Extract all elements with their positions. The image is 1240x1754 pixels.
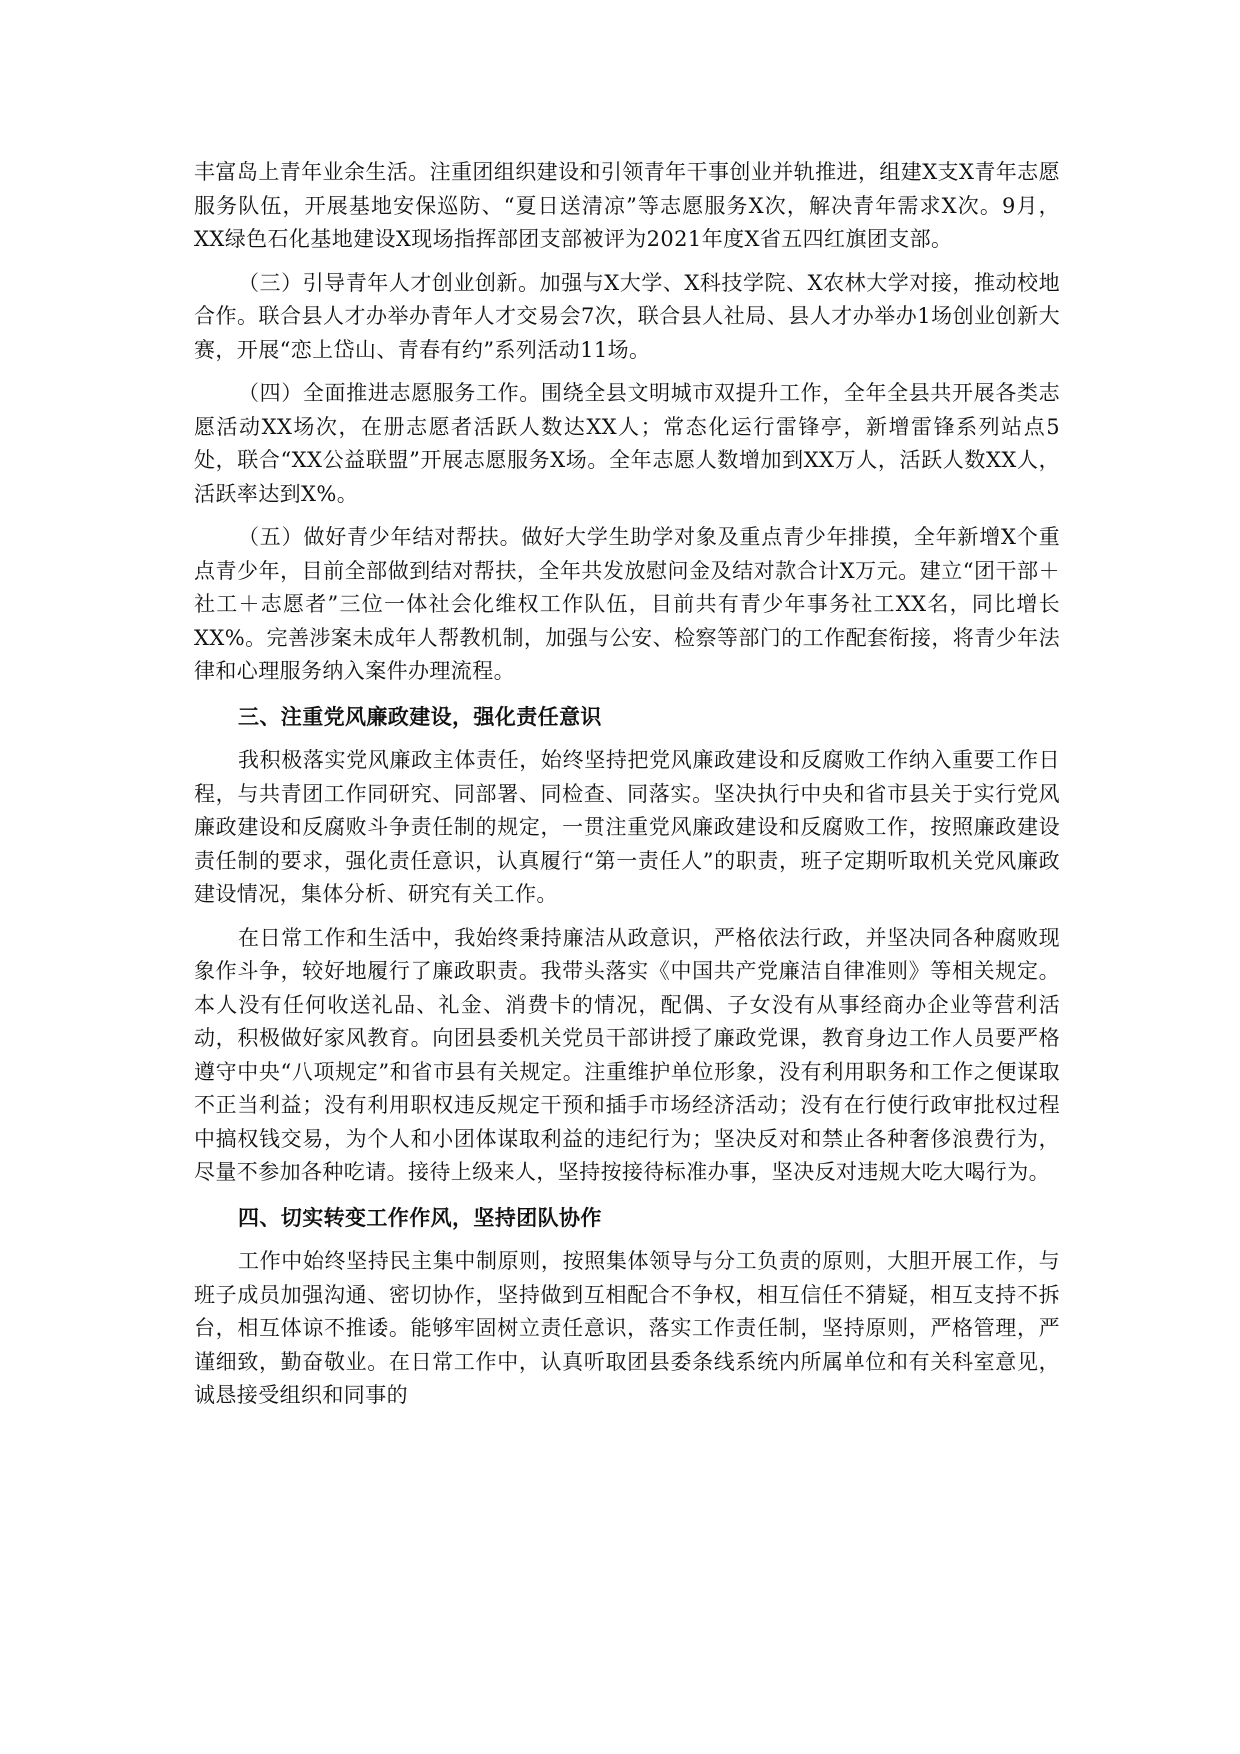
- paragraph-work-style: 工作中始终坚持民主集中制原则，按照集体领导与分工负责的原则，大胆开展工作，与班子成员加强沟通、密切协作，坚持做到互相配合不争权，相互信任不猜疑，相互支持不拆台，相互体谅不推诿。能够牢固树立责任意识，落实工作责任制，坚持原则，严格管理，严谨细致，勤奋敬业。在日常工作中，认真听取团县委条线系统内所属单位和有关科室意见，诚恳接受组织和同事的: [194, 1249, 1060, 1407]
- paragraph-volunteer-service: （四）全面推进志愿服务工作。围绕全县文明城市双提升工作，全年全县共开展各类志愿活动XX场次，在册志愿者活跃人数达XX人；常态化运行雷锋亭，新增雷锋系列站点5处，联合“XX公益联盟”开展志愿服务X场。全年志愿人数增加到XX万人，活跃人数XX人，活跃率达到X%。: [194, 381, 1060, 506]
- paragraph-continuation: 丰富岛上青年业余生活。注重团组织建设和引领青年干事创业并轨推进，组建X支X青年志愿服务队伍，开展基地安保巡防、“夏日送清凉”等志愿服务X次，解决青年需求X次。9月，XX绿色石化基地建设X现场指挥部团支部被评为2021年度X省五四红旗团支部。: [194, 160, 1060, 251]
- paragraph-integrity-responsibility: 我积极落实党风廉政主体责任，始终坚持把党风廉政建设和反腐败工作纳入重要工作日程，与共青团工作同研究、同部署、同检查、同落实。坚决执行中央和省市县关于实行党风廉政建设和反腐败斗争责任制的规定，一贯注重党风廉政建设和反腐败工作，按照廉政建设责任制的要求，强化责任意识，认真履行“第一责任人”的职责，班子定期听取机关党风廉政建设情况，集体分析、研究有关工作。: [194, 748, 1060, 906]
- paragraph-integrity-practice: 在日常工作和生活中，我始终秉持廉洁从政意识，严格依法行政，并坚决同各种腐败现象作斗争，较好地履行了廉政职责。我带头落实《中国共产党廉洁自律准则》等相关规定。本人没有任何收送礼品、礼金、消费卡的情况，配偶、子女没有从事经商办企业等营利活动，积极做好家风教育。向团县委机关党员干部讲授了廉政党课，教育身边工作人员要严格遵守中央“八项规定”和省市县有关规定。注重维护单位形象，没有利用职务和工作之便谋取不正当利益；没有利用职权违反规定干预和插手市场经济活动；没有在行使行政审批权过程中搞权钱交易，为个人和小团体谋取利益的违纪行为；坚决反对和禁止各种奢侈浪费行为，尽量不参加各种吃请。接待上级来人，坚持按接待标准办事，坚决反对违规大吃大喝行为。: [194, 925, 1060, 1184]
- paragraph-youth-assistance: （五）做好青少年结对帮扶。做好大学生助学对象及重点青少年排摸，全年新增X个重点青少年，目前全部做到结对帮扶，全年共发放慰问金及结对款合计X万元。建立“团干部＋社工＋志愿者”三位一体社会化维权工作队伍，目前共有青少年事务社工XX名，同比增长XX%。完善涉案未成年人帮教机制，加强与公安、检察等部门的工作配套衔接，将青少年法律和心理服务纳入案件办理流程。: [194, 525, 1060, 683]
- document-page: [194, 156, 1060, 1413]
- paragraph-talent-innovation: （三）引导青年人才创业创新。加强与X大学、X科技学院、X农林大学对接，推动校地合作。联合县人才办举办青年人才交易会7次，联合县人社局、县人才办举办1场创业创新大赛，开展“恋上岱山、青春有约”系列活动11场。: [194, 270, 1060, 362]
- section-heading-integrity: 三、注重党风廉政建设，强化责任意识: [238, 704, 602, 729]
- section-heading-work-style: 四、切实转变工作作风，坚持团队协作: [238, 1205, 602, 1230]
